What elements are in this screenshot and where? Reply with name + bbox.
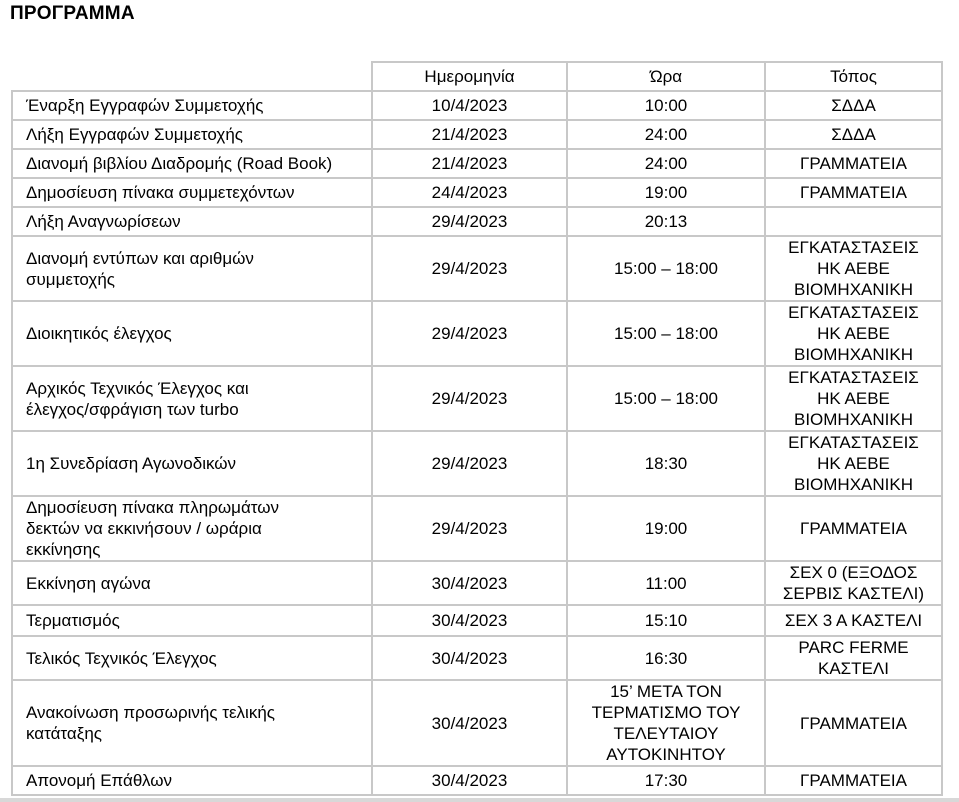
event-cell-line: εκκίνησης xyxy=(26,540,101,559)
time-cell-line: ΑΥΤΟΚΙΝΗΤΟΥ xyxy=(606,745,726,764)
place-cell xyxy=(765,561,942,605)
date-cell: 29/4/2023 xyxy=(372,496,567,561)
event-cell xyxy=(12,236,372,301)
time-cell-line: 15:10 xyxy=(644,611,688,630)
time-cell-line: 24:00 xyxy=(644,154,688,173)
header-date: Ημερομηνία xyxy=(372,62,567,91)
event-cell xyxy=(12,680,372,766)
place-cell xyxy=(765,766,942,795)
time-cell-line: 17:30 xyxy=(644,771,688,790)
date-cell: 29/4/2023 xyxy=(372,301,567,366)
place-cell-line: ΗΚ ΑΕΒΕ xyxy=(817,389,890,408)
table-row xyxy=(12,120,942,149)
event-cell-line: κατάταξης xyxy=(26,724,102,743)
time-cell xyxy=(567,766,765,795)
table-header-row xyxy=(12,62,942,91)
place-cell xyxy=(765,236,942,301)
event-cell-line: Λήξη Εγγραφών Συμμετοχής xyxy=(26,125,243,144)
table-row xyxy=(12,431,942,496)
time-cell-line: 18:30 xyxy=(644,454,688,473)
time-cell-line: 20:13 xyxy=(644,212,688,231)
time-cell-line: ΤΕΡΜΑΤΙΣΜΟ ΤΟΥ xyxy=(591,703,741,722)
header-event xyxy=(12,62,372,91)
event-cell xyxy=(12,149,372,178)
place-cell xyxy=(765,680,942,766)
place-cell-line: ΣΕΧ 3 Α ΚΑΣΤΕΛΙ xyxy=(784,611,923,630)
event-cell-line: Δημοσίευση πίνακα πληρωμάτων xyxy=(26,498,280,517)
event-cell-line: Ανακοίνωση προσωρινής τελικής xyxy=(26,703,275,722)
event-cell-line: έλεγχος/σφράγιση των turbo xyxy=(26,399,239,419)
place-cell xyxy=(765,431,942,496)
time-cell-line: 19:00 xyxy=(644,519,688,538)
place-cell-line: ΕΓΚΑΤΑΣΤΑΣΕΙΣ xyxy=(788,238,919,257)
date-cell: 10/4/2023 xyxy=(372,91,567,120)
time-cell xyxy=(567,605,765,636)
date-cell: 29/4/2023 xyxy=(372,366,567,431)
table-row xyxy=(12,680,942,766)
time-cell xyxy=(567,236,765,301)
date-cell: 24/4/2023 xyxy=(372,178,567,207)
date-cell: 29/4/2023 xyxy=(372,431,567,496)
place-cell xyxy=(765,301,942,366)
time-cell-line: ΤΕΛΕΥΤΑΙΟΥ xyxy=(613,724,719,743)
place-cell xyxy=(765,149,942,178)
place-cell-line: ΣΕΡΒΙΣ ΚΑΣΤΕΛΙ) xyxy=(782,584,925,603)
place-cell-line: ΕΓΚΑΤΑΣΤΑΣΕΙΣ xyxy=(788,368,919,387)
table-row xyxy=(12,605,942,636)
event-cell-line: Διανομή βιβλίου Διαδρομής (Road Book) xyxy=(26,154,333,173)
table-row xyxy=(12,496,942,561)
time-cell xyxy=(567,496,765,561)
place-cell-line: ΣΔΔΑ xyxy=(831,96,876,115)
time-cell xyxy=(567,561,765,605)
table-row xyxy=(12,301,942,366)
event-cell xyxy=(12,178,372,207)
place-cell-line: ΕΓΚΑΤΑΣΤΑΣΕΙΣ xyxy=(788,303,919,322)
event-cell xyxy=(12,561,372,605)
event-cell-line: συμμετοχής xyxy=(26,269,116,289)
event-cell xyxy=(12,431,372,496)
date-cell: 29/4/2023 xyxy=(372,236,567,301)
place-cell xyxy=(765,207,942,236)
time-cell-line: 15:00 – 18:00 xyxy=(614,324,718,343)
table-row xyxy=(12,561,942,605)
document-title: ΠΡΟΓΡΑΜΜΑ xyxy=(10,3,135,24)
table-row xyxy=(12,149,942,178)
time-cell-line: 11:00 xyxy=(645,573,687,593)
place-cell-line: ΣΕΧ 0 (ΕΞΟΔΟΣ xyxy=(789,563,918,582)
event-cell xyxy=(12,636,372,680)
place-cell xyxy=(765,636,942,680)
event-cell xyxy=(12,366,372,431)
event-cell-line: Λήξη Αναγνωρίσεων xyxy=(26,212,181,231)
place-cell xyxy=(765,496,942,561)
place-cell-line: ΓΡΑΜΜΑΤΕΙΑ xyxy=(800,771,907,790)
event-cell-line: 1η Συνεδρίαση Αγωνοδικών xyxy=(26,454,237,473)
event-cell-line: Διοικητικός έλεγχος xyxy=(26,324,172,343)
place-cell xyxy=(765,366,942,431)
table-row xyxy=(12,366,942,431)
date-cell: 30/4/2023 xyxy=(372,605,567,636)
time-cell-line: 10:00 xyxy=(644,96,688,115)
date-cell: 30/4/2023 xyxy=(372,636,567,680)
place-cell-line: ΕΓΚΑΤΑΣΤΑΣΕΙΣ xyxy=(788,433,919,452)
place-cell-line: ΒΙΟΜΗΧΑΝΙΚΗ xyxy=(793,410,914,429)
event-cell-line: δεκτών να εκκινήσουν / ωράρια xyxy=(26,519,262,538)
schedule-body xyxy=(12,91,942,795)
header-time: Ώρα xyxy=(567,62,765,91)
place-cell-line: ΓΡΑΜΜΑΤΕΙΑ xyxy=(800,183,907,202)
place-cell xyxy=(765,178,942,207)
event-cell-line: Δημοσίευση πίνακα συμμετεχόντων xyxy=(26,183,295,202)
place-cell-line: ΒΙΟΜΗΧΑΝΙΚΗ xyxy=(793,345,914,364)
event-cell xyxy=(12,605,372,636)
event-cell-line: Τελικός Τεχνικός Έλεγχος xyxy=(26,648,217,668)
time-cell xyxy=(567,366,765,431)
time-cell xyxy=(567,120,765,149)
event-cell xyxy=(12,301,372,366)
date-cell: 21/4/2023 xyxy=(372,120,567,149)
event-cell-line: Έναρξη Εγγραφών Συμμετοχής xyxy=(26,96,264,115)
table-row xyxy=(12,178,942,207)
place-cell-line: ΓΡΑΜΜΑΤΕΙΑ xyxy=(800,154,907,173)
event-cell xyxy=(12,207,372,236)
table-row xyxy=(12,636,942,680)
place-cell-line: ΗΚ ΑΕΒΕ xyxy=(817,324,890,343)
header-place: Τόπος xyxy=(765,62,942,91)
time-cell xyxy=(567,680,765,766)
time-cell xyxy=(567,431,765,496)
event-cell xyxy=(12,496,372,561)
time-cell-line: 24:00 xyxy=(644,125,688,144)
place-cell-line: ΗΚ ΑΕΒΕ xyxy=(817,454,890,473)
place-cell-line: ΓΡΑΜΜΑΤΕΙΑ xyxy=(800,713,907,733)
date-cell: 21/4/2023 xyxy=(372,149,567,178)
table-row xyxy=(12,236,942,301)
event-cell-line: Εκκίνηση αγώνα xyxy=(26,573,151,593)
place-cell xyxy=(765,605,942,636)
table-row xyxy=(12,766,942,795)
time-cell-line: 19:00 xyxy=(644,183,688,202)
table-row xyxy=(12,207,942,236)
event-cell-line: Απονομή Επάθλων xyxy=(26,771,173,790)
place-cell-line: ΒΙΟΜΗΧΑΝΙΚΗ xyxy=(793,475,914,494)
time-cell xyxy=(567,91,765,120)
time-cell xyxy=(567,149,765,178)
place-cell-line: PARC FERME xyxy=(798,638,909,657)
time-cell-line: 15:00 – 18:00 xyxy=(614,259,718,278)
date-cell: 30/4/2023 xyxy=(372,680,567,766)
event-cell xyxy=(12,91,372,120)
time-cell xyxy=(567,207,765,236)
date-cell: 29/4/2023 xyxy=(372,207,567,236)
place-cell-line: ΚΑΣΤΕΛΙ xyxy=(818,659,889,678)
place-cell xyxy=(765,120,942,149)
date-cell: 30/4/2023 xyxy=(372,766,567,795)
place-cell-line: ΒΙΟΜΗΧΑΝΙΚΗ xyxy=(793,280,914,299)
event-cell-line: Διανομή εντύπων και αριθμών xyxy=(26,248,254,268)
event-cell xyxy=(12,766,372,795)
date-cell: 30/4/2023 xyxy=(372,561,567,605)
place-cell-line: ΣΔΔΑ xyxy=(831,125,876,144)
place-cell xyxy=(765,91,942,120)
schedule-table xyxy=(11,61,943,796)
page-bottom-rule xyxy=(0,798,959,802)
time-cell xyxy=(567,301,765,366)
place-cell-line: ΗΚ ΑΕΒΕ xyxy=(817,259,890,278)
time-cell-line: 15:00 – 18:00 xyxy=(614,389,718,408)
event-cell-line: Τερματισμός xyxy=(26,611,120,630)
time-cell-line: 16:30 xyxy=(644,648,688,668)
time-cell xyxy=(567,178,765,207)
time-cell xyxy=(567,636,765,680)
time-cell-line: 15’ ΜΕΤΑ ΤΟΝ xyxy=(610,682,722,701)
event-cell-line: Αρχικός Τεχνικός Έλεγχος και xyxy=(26,378,249,398)
table-row xyxy=(12,91,942,120)
place-cell-line: ΓΡΑΜΜΑΤΕΙΑ xyxy=(800,519,907,538)
event-cell xyxy=(12,120,372,149)
